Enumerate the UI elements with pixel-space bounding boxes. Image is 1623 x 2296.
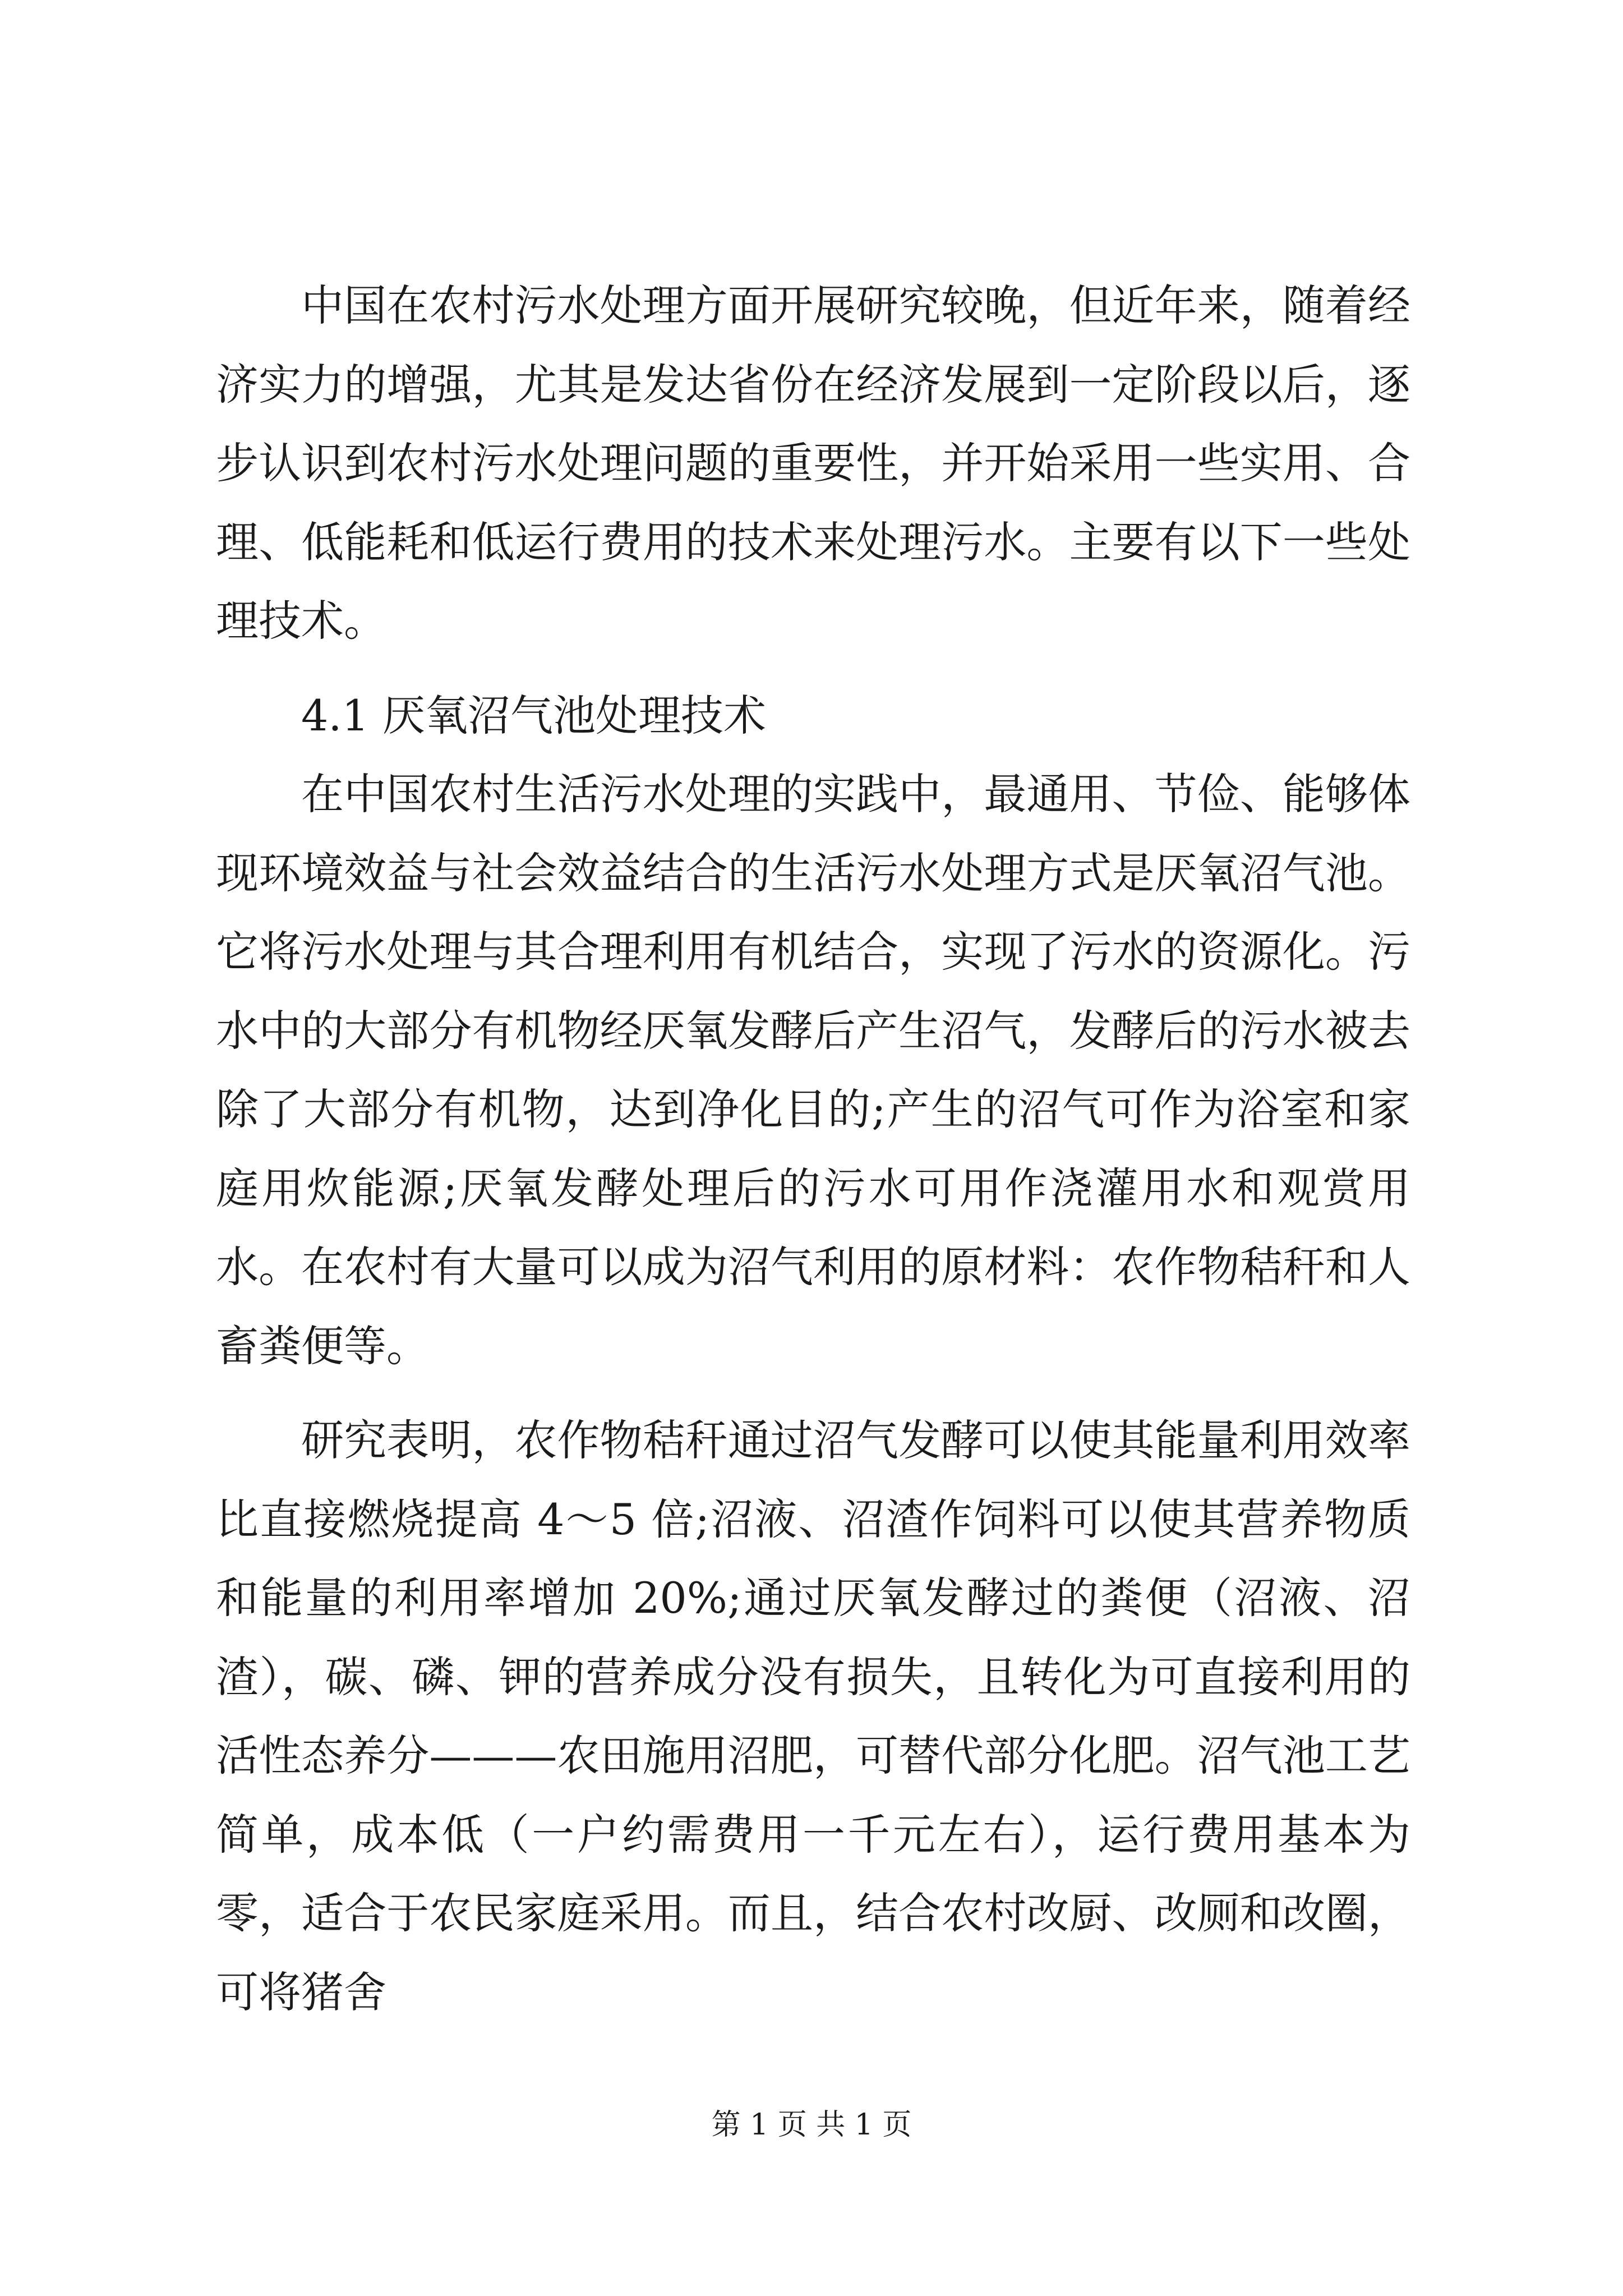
paragraph-research: 研究表明，农作物秸秆通过沼气发酵可以使其能量利用效率比直接燃烧提高 4～5 倍;沼液、沼渣作饲料可以使其营养物质和能量的利用率增加 20%;通过厌氧发酵过的粪便（沼液、沼渣），碳、磷、钾的营养成分没有损失，且转化为可直接利用的活性态养分———农田施用沼肥，可替代部分化肥。沼气池工艺简单，成本低（一户约需费用一千元左右），运行费用基本为零，适合于农民家庭采用。而且，结合农村改厨、改厕和改圈，可将猪舍 — [216, 1415, 1410, 2017]
paragraph-biogas: 在中国农村生活污水处理的实践中，最通用、节俭、能够体现环境效益与社会效益结合的生活污水处理方式是厌氧沼气池。它将污水处理与其合理利用有机结合，实现了污水的资源化。污水中的大部分有机物经厌氧发酵后产生沼气，发酵后的污水被去除了大部分有机物，达到净化目的;产生的沼气可作为浴室和家庭用炊能源;厌氧发酵处理后的污水可用作浇灌用水和观赏用水。在农村有大量可以成为沼气利用的原材料：农作物秸秆和人畜粪便等。 — [216, 769, 1410, 1371]
document-body — [216, 266, 1410, 2047]
section-heading: 4.1 厌氧沼气池处理技术 — [301, 690, 767, 740]
page-footer: 第 1 页 共 1 页 — [711, 2108, 912, 2142]
paragraph-intro: 中国在农村污水处理方面开展研究较晚，但近年来，随着经济实力的增强，尤其是发达省份在经济发展到一定阶段以后，逐步认识到农村污水处理问题的重要性，并开始采用一些实用、合理、低能耗和低运行费用的技术来处理污水。主要有以下一些处理技术。 — [216, 280, 1410, 646]
